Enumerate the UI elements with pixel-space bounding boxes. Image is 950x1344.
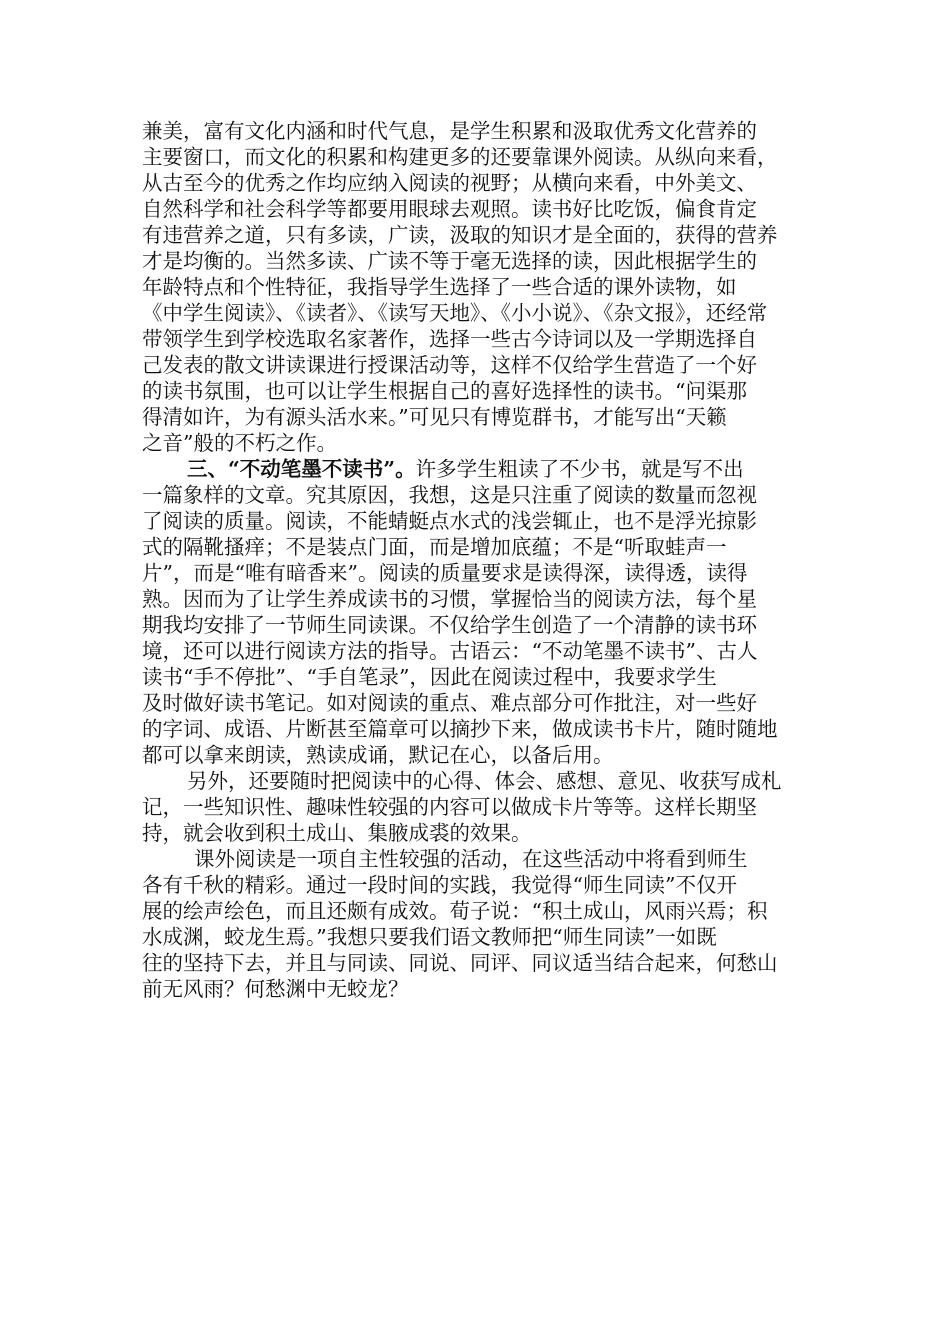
text-line: 读书“手不停批”、“手自笔录”，因此在阅读过程中，我要求学生 xyxy=(142,665,717,689)
text-line: 的字词、成语、片断甚至篇章可以摘抄下来，做成读书卡片，随时随地 xyxy=(142,717,778,741)
text-line: 熟。因而为了让学生养成读书的习惯，掌握恰当的阅读方法，每个星 xyxy=(142,587,757,611)
section-3-paragraph xyxy=(142,456,810,768)
text-line: 年龄特点和个性特征，我指导学生选择了一些合适的课外读物，如 xyxy=(142,275,737,299)
text-line: 另外，还要随时把阅读中的心得、体会、感想、意见、收获写成札 xyxy=(187,769,782,793)
text-line: 从古至今的优秀之作均应纳入阅读的视野；从横向来看，中外美文、 xyxy=(142,171,757,195)
text-line: 才是均衡的。当然多读、广读不等于毫无选择的读，因此根据学生的 xyxy=(142,249,757,273)
text-line: 了阅读的质量。阅读，不能蜻蜓点水式的浅尝辄止，也不是浮光掠影 xyxy=(142,509,757,533)
text-line: 之音”般的不朽之作。 xyxy=(142,431,337,455)
text-line: 片”，而是“唯有暗香来”。阅读的质量要求是读得深，读得透，读得 xyxy=(142,561,748,585)
text-line: 式的隔靴搔痒；不是装点门面，而是增加底蕴；不是“听取蛙声一 xyxy=(142,535,727,559)
section-heading: 三、“不动笔墨不读书”。 xyxy=(187,457,416,481)
text-line: 期我均安排了一节师生同读课。不仅给学生创造了一个清静的读书环 xyxy=(142,613,757,637)
text-line: 往的坚持下去，并且与同读、同说、同评、同议适当结合起来，何愁山 xyxy=(142,951,778,975)
paragraph-conclusion xyxy=(142,846,810,1002)
text-line: 主要窗口，而文化的积累和构建更多的还要靠课外阅读。从纵向来看， xyxy=(142,145,778,169)
text-line: 得清如许，为有源头活水来。”可见只有博览群书，才能写出“天籁 xyxy=(142,405,727,429)
text-line: 己发表的散文讲读课进行授课活动等，这样不仅给学生营造了一个好 xyxy=(142,353,757,377)
paragraph-notes xyxy=(142,768,810,846)
text-line: 境，还可以进行阅读方法的指导。古语云：“不动笔墨不读书”、古人 xyxy=(142,639,758,663)
text-line: 各有千秋的精彩。通过一段时间的实践，我觉得“师生同读”不仅开 xyxy=(142,873,737,897)
text-line: 都可以拿来朗读，熟读成诵，默记在心，以备后用。 xyxy=(142,743,614,767)
text-line: 及时做好读书笔记。如对阅读的重点、难点部分可作批注，对一些好 xyxy=(142,691,757,715)
text-line: 一篇象样的文章。究其原因，我想，这是只注重了阅读的数量而忽视 xyxy=(142,483,757,507)
text-line: 带领学生到学校选取名家著作，选择一些古今诗词以及一学期选择自 xyxy=(142,327,757,351)
text-line: 记，一些知识性、趣味性较强的内容可以做成卡片等等。这样长期坚 xyxy=(142,795,757,819)
text-line: 展的绘声绘色，而且还颇有成效。荀子说：“积土成山，风雨兴焉；积 xyxy=(142,899,768,923)
text-line: 前无风雨？何愁渊中无蛟龙？ xyxy=(142,977,409,1001)
text-line: 兼美，富有文化内涵和时代气息，是学生积累和汲取优秀文化营养的 xyxy=(142,119,757,143)
text-line xyxy=(142,456,810,482)
text-line: 水成渊，蛟龙生焉。”我想只要我们语文教师把“师生同读”一如既 xyxy=(142,925,717,949)
paragraph-reading-selection xyxy=(142,118,810,456)
document-body xyxy=(142,118,810,1002)
section-heading-continuation: 许多学生粗读了不少书，就是写不出 xyxy=(415,457,744,481)
text-line: 的读书氛围，也可以让学生根据自己的喜好选择性的读书。“问渠那 xyxy=(142,379,747,403)
text-line: 自然科学和社会科学等都要用眼球去观照。读书好比吃饭，偏食肯定 xyxy=(142,197,757,221)
text-line: 有违营养之道，只有多读，广读，汲取的知识才是全面的，获得的营养 xyxy=(142,223,778,247)
text-line: 课外阅读是一项自主性较强的活动，在这些活动中将看到师生 xyxy=(194,847,748,871)
text-line: 《中学生阅读》、《读者》、《读写天地》、《小小说》、《杂文报》，还经常 xyxy=(142,301,768,325)
text-line: 持，就会收到积土成山、集腋成裘的效果。 xyxy=(142,821,532,845)
